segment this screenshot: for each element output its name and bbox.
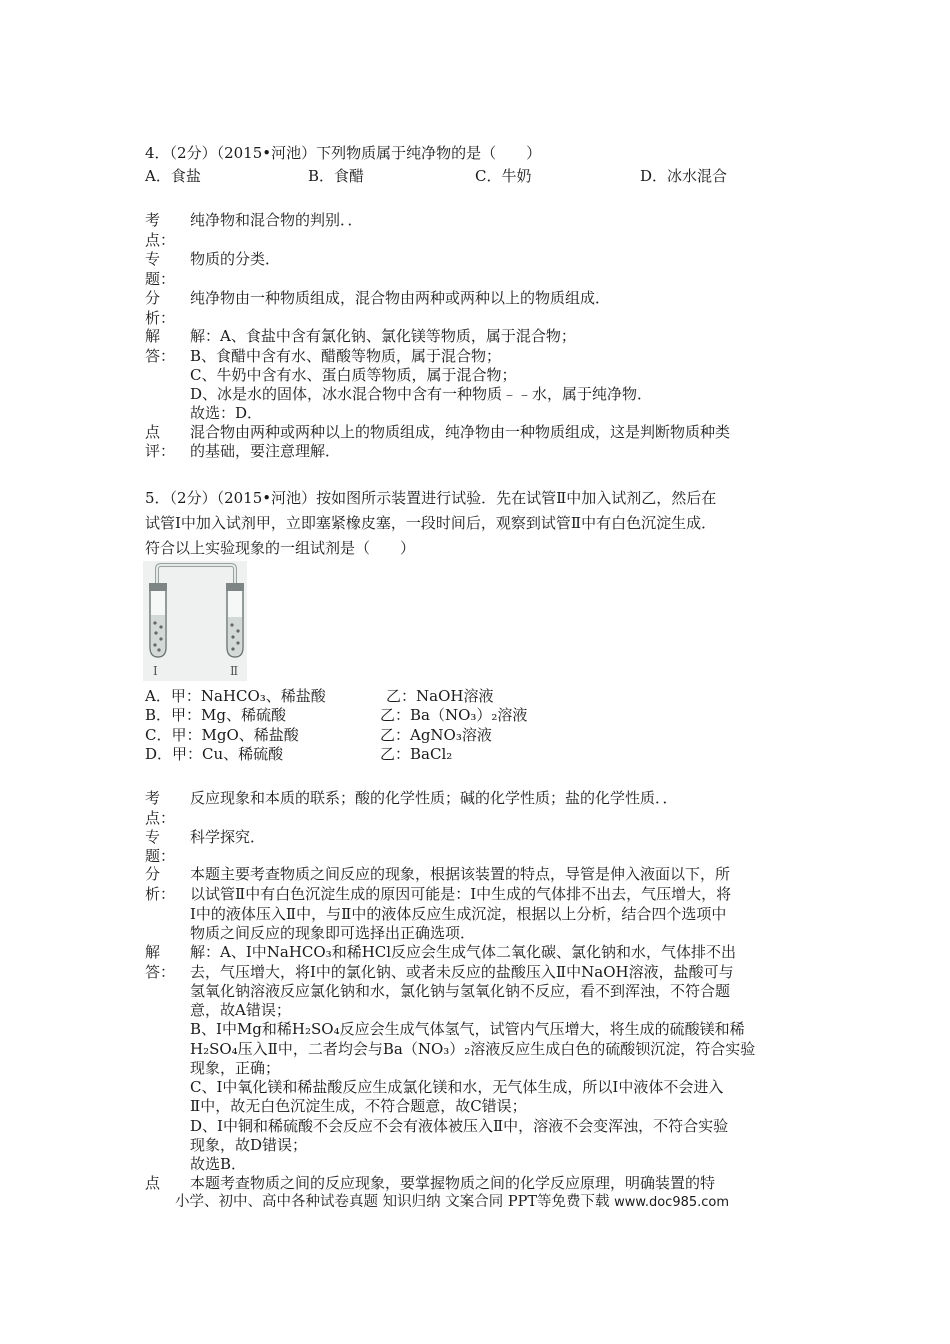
q5-stem-line-1: 5．（2分）（2015•河池）按如图所示装置进行试验．先在试管Ⅱ中加入试剂乙，然后在 (145, 489, 717, 507)
q5-jieda-line-2: 去，气压增大，将Ⅰ中的氯化钠、或者未反应的盐酸压入Ⅱ中NaOH溶液，盐酸可与 (190, 963, 734, 981)
q5-fenxi-line-2: 以试管Ⅱ中有白色沉淀生成的原因可能是：Ⅰ中生成的气体排不出去，气压增大，将 (190, 885, 732, 903)
q5-option-c-left: C．甲：MgO、稀盐酸 (145, 726, 299, 744)
q5-kaodian-label-1: 考 (145, 789, 161, 807)
q5-fenxi-label-2: 析： (145, 885, 176, 903)
q4-option-d: D．冰水混合 (640, 167, 728, 185)
q5-option-a-left: A．甲：NaHCO₃、稀盐酸 (145, 687, 326, 705)
q4-kaodian-label-2: 点： (145, 231, 176, 249)
q4-fenxi-label-2: 析： (145, 309, 176, 327)
q4-fenxi-label-1: 分 (145, 289, 161, 307)
q5-dianping-label-1: 点 (145, 1174, 161, 1192)
q4-kaodian-label-1: 考 (145, 211, 161, 229)
q4-dianping-line-1: 混合物由两种或两种以上的物质组成，纯净物由一种物质组成，这是判断物质种类 (190, 423, 731, 441)
q5-kaodian-label-2: 点： (145, 809, 176, 827)
q4-fenxi-text: 纯净物由一种物质组成，混合物由两种或两种以上的物质组成． (190, 289, 611, 307)
q4-stem: 4．（2分）（2015•河池）下列物质属于纯净物的是（ ） (145, 144, 542, 162)
q4-kaodian-text: 纯净物和混合物的判别．． (190, 211, 363, 229)
q5-jieda-line-4: 意，故A错误； (190, 1001, 291, 1019)
q4-dianping-label-2: 评： (145, 442, 176, 460)
q5-option-b-left: B．甲：Mg、稀硫酸 (145, 706, 286, 724)
q5-jieda-line-1: 解：A、Ⅰ中NaHCO₃和稀HCl反应会生成气体二氧化碳、氯化钠和水，气体排不出 (190, 943, 737, 961)
q4-option-c: C．牛奶 (475, 167, 532, 185)
q5-jieda-line-9: Ⅱ中，故无白色沉淀生成，不符合题意，故C错误； (190, 1097, 527, 1115)
q5-zhuanti-text: 科学探究． (190, 828, 266, 846)
stopper-1 (149, 583, 167, 591)
q4-jieda-label-1: 解 (145, 327, 161, 345)
tube-1-label: Ⅰ (153, 664, 158, 678)
tube-2-label: Ⅱ (230, 664, 239, 678)
q5-dianping-text: 本题考查物质之间的反应现象，要掌握物质之间的化学反应原理，明确装置的特 (190, 1174, 716, 1192)
footer-text: 小学、初中、高中各种试卷真题 知识归纳 文案合同 PPT等免费下载 (175, 1194, 615, 1210)
footer (175, 1192, 729, 1213)
q5-fenxi-line-3: Ⅰ中的液体压入Ⅱ中，与Ⅱ中的液体反应生成沉淀，根据以上分析，结合四个选项中 (190, 905, 727, 923)
q4-option-a: A．食盐 (145, 167, 201, 185)
q5-jieda-line-3: 氢氧化钠溶液反应氯化钠和水，氯化钠与氢氧化钠不反应，看不到浑浊，不符合题 (190, 982, 731, 1000)
q5-jieda-line-6: H₂SO₄压入Ⅱ中，二者均会与Ba（NO₃）₂溶液反应生成白色的硫酸钡沉淀，符合实验 (190, 1040, 756, 1058)
q4-dianping-label-1: 点 (145, 423, 161, 441)
q4-jieda-line-4: D、冰是水的固体，冰水混合物中含有一种物质﹣﹣水，属于纯净物． (190, 385, 653, 403)
q5-option-d-right: 乙：BaCl₂ (380, 745, 453, 763)
q5-zhuanti-label-1: 专 (145, 828, 161, 846)
q4-dianping-line-2: 的基础，要注意理解． (190, 442, 341, 460)
q5-jieda-line-7: 现象，正确； (190, 1059, 281, 1077)
q5-option-d-left: D．甲：Cu、稀硫酸 (145, 745, 284, 763)
q5-option-b-right: 乙：Ba（NO₃）₂溶液 (380, 706, 528, 724)
apparatus-figure (143, 561, 247, 681)
q5-fenxi-line-4: 物质之间反应的现象即可选择出正确选项． (190, 924, 476, 942)
test-tube-diagram (143, 561, 247, 681)
q5-jieda-line-10: D、Ⅰ中铜和稀硫酸不会反应不会有液体被压入Ⅱ中，溶液不会变浑浊，不符合实验 (190, 1117, 729, 1135)
q5-stem-line-3: 符合以上实验现象的一组试剂是（ ） (145, 539, 416, 557)
stopper-2 (226, 583, 244, 591)
q5-jieda-label-1: 解 (145, 943, 161, 961)
q5-jieda-line-8: C、Ⅰ中氧化镁和稀盐酸反应生成氯化镁和水，无气体生成，所以Ⅰ中液体不会进入 (190, 1078, 724, 1096)
q5-zhuanti-label-2: 题： (145, 847, 176, 865)
q5-fenxi-line-1: 本题主要考查物质之间反应的现象，根据该装置的特点，导管是伸入液面以下，所 (190, 865, 731, 883)
q5-option-a-right: 乙：NaOH溶液 (386, 687, 494, 705)
q4-zhuanti-label-2: 题： (145, 270, 176, 288)
q4-jieda-line-1: 解：A、食盐中含有氯化钠、氯化镁等物质，属于混合物； (190, 327, 576, 345)
q4-zhuanti-label-1: 专 (145, 250, 161, 268)
q4-jieda-line-3: C、牛奶中含有水、蛋白质等物质，属于混合物； (190, 366, 517, 384)
q5-kaodian-text: 反应现象和本质的联系；酸的化学性质；碱的化学性质；盐的化学性质．． (190, 789, 678, 807)
q5-jieda-line-12: 故选B． (190, 1155, 247, 1173)
q5-jieda-line-11: 现象，故D错误； (190, 1136, 308, 1154)
q5-jieda-label-2: 答： (145, 963, 176, 981)
q5-jieda-line-5: B、Ⅰ中Mg和稀H₂SO₄反应会生成气体氢气，试管内气压增大，将生成的硫酸镁和稀 (190, 1020, 745, 1038)
q4-jieda-line-2: B、食醋中含有水、醋酸等物质，属于混合物； (190, 347, 502, 365)
footer-link[interactable]: www.doc985.com (614, 1195, 730, 1210)
q4-option-b: B．食醋 (308, 167, 365, 185)
q4-jieda-line-5: 故选：D． (190, 404, 263, 422)
q4-jieda-label-2: 答： (145, 347, 176, 365)
q5-stem-line-2: 试管Ⅰ中加入试剂甲，立即塞紧橡皮塞，一段时间后，观察到试管Ⅱ中有白色沉淀生成． (145, 514, 717, 532)
q4-zhuanti-text: 物质的分类． (190, 250, 281, 268)
q5-fenxi-label-1: 分 (145, 865, 161, 883)
q5-option-c-right: 乙：AgNO₃溶液 (380, 726, 492, 744)
